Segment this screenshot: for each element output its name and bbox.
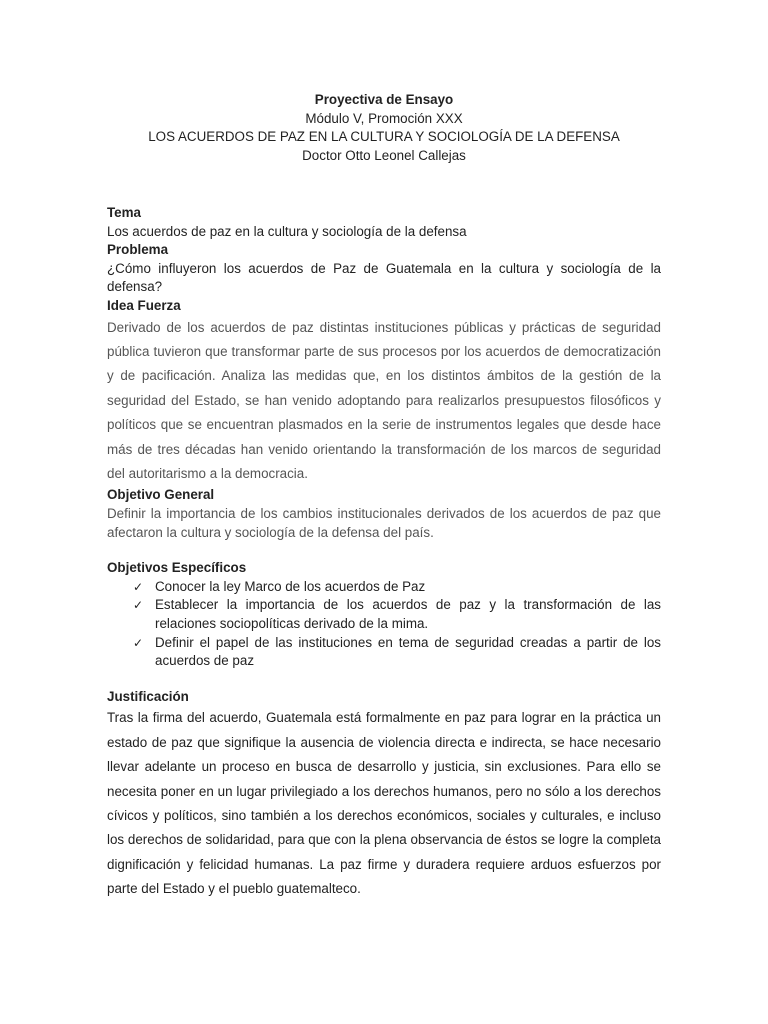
justificacion-text: Tras la firma del acuerdo, Guatemala está formalmente en paz para lograr en la práctica un estado de paz que signifique la ausencia de violencia directa e indirecta, se hace necesario llevar adelante un proceso en busca de desarrollo y justicia, sin exclusiones. Para ello se necesita poner en un lugar privilegiado a los derechos humanos, pero no sólo a los derechos cívicos y políticos, sino también a los derechos económicos, sociales y culturales, e incluso los derechos de solidaridad, para que con la plena observancia de éstos se logre la completa dignificación y felicidad humanas. La paz firme y duradera requiere arduos esfuerzos por parte del Estado y el pueblo guatemalteco. bbox=[107, 710, 661, 897]
author-line: Doctor Otto Leonel Callejas bbox=[302, 147, 466, 163]
objetivo-especifico-text: Establecer la importancia de los acuerdos de paz y la transformación de las relaciones sociopolíticas derivado de la mima. bbox=[155, 597, 661, 631]
idea-fuerza-heading: Idea Fuerza bbox=[107, 297, 181, 313]
problema-heading: Problema bbox=[107, 242, 169, 258]
tema-text: Los acuerdos de paz en la cultura y sociología de la defensa bbox=[107, 223, 467, 239]
objetivos-especificos-heading: Objetivos Específicos bbox=[107, 560, 247, 576]
checkmark-icon: ✓ bbox=[133, 635, 144, 650]
document-header bbox=[0, 91, 768, 165]
list-item bbox=[133, 634, 661, 671]
document-title: Proyectiva de Ensayo bbox=[314, 92, 454, 107]
objetivo-general-text: Definir la importancia de los cambios institucionales derivados de los acuerdos de paz que afectaron la cultura y sociología de la defensa del país. bbox=[107, 506, 661, 540]
list-item bbox=[133, 578, 661, 597]
checkmark-icon: ✓ bbox=[133, 598, 144, 613]
tema-heading: Tema bbox=[107, 205, 141, 220]
problema-text: ¿Cómo influyeron los acuerdos de Paz de Guatemala en la cultura y sociología de la defensa? bbox=[107, 260, 661, 295]
module-line: Módulo V, Promoción XXX bbox=[305, 110, 463, 126]
objetivo-especifico-text: Definir el papel de las instituciones en tema de seguridad creadas a partir de los acuerdos de paz bbox=[155, 634, 661, 669]
idea-fuerza-text: Derivado de los acuerdos de paz distintas instituciones públicas y prácticas de seguridad pública tuvieron que transformar parte de sus procesos por los acuerdos de democratización y de pacificación. Analiza las medidas que, en los distintos ámbitos de la gestión de la seguridad del Estado, se han venido adoptando para realizarlos presupuestos filosóficos y políticos que se encuentran plasmados en la serie de instrumentos legales que desde hace más de tres décadas han venido orientando la transformación de los marcos de seguridad del autoritarismo a la democracia. bbox=[107, 319, 661, 481]
objetivos-especificos-list bbox=[107, 578, 661, 671]
justificacion-heading: Justificación bbox=[107, 688, 189, 704]
list-item bbox=[133, 596, 661, 633]
subject-line: LOS ACUERDOS DE PAZ EN LA CULTURA Y SOCIOLOGÍA DE LA DEFENSA bbox=[148, 129, 620, 145]
checkmark-icon: ✓ bbox=[133, 579, 144, 594]
document-body bbox=[107, 204, 661, 902]
objetivo-general-heading: Objetivo General bbox=[107, 487, 215, 503]
objetivo-especifico-text: Conocer la ley Marco de los acuerdos de Paz bbox=[155, 578, 426, 594]
